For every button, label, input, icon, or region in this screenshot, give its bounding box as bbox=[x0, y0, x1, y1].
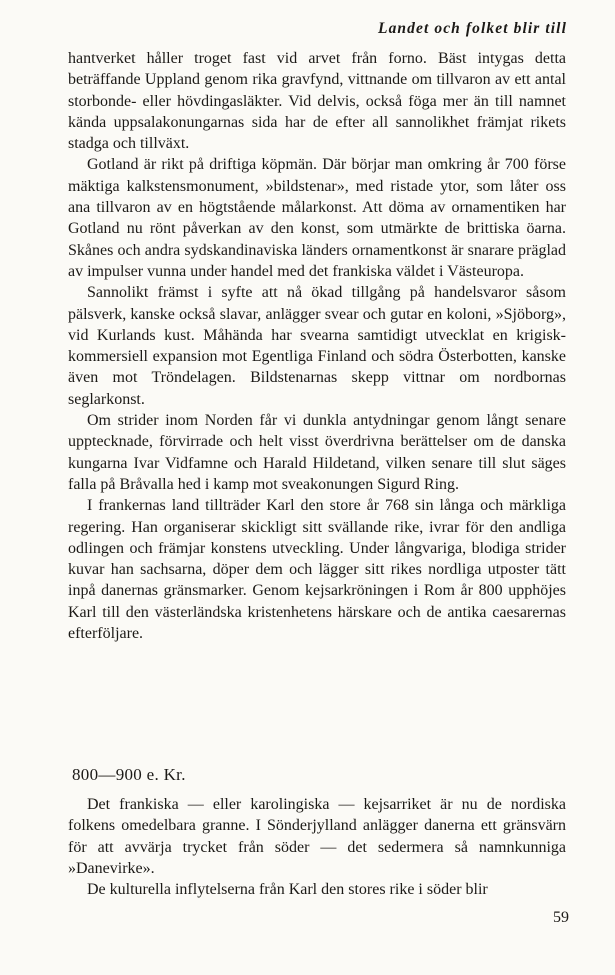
running-head: Landet och folket blir till bbox=[378, 20, 567, 37]
paragraph: I frankernas land tillträder Karl den store år 768 sin långa och märkliga regering. Han organiserar skickligt sitt svällande rike, ivrar för den andliga odlingen och främjar konstens utveckling. Under långvariga, blodiga strider kuvar han sachsarna, döper dem och lägger sitt rikes nordliga utposter tätt inpå danernas gränsmarker. Genom kejsarkröningen i Rom år 800 upphöjes Karl till den västerländska kristenhetens härskare och de antika caesarernas efterföljare. bbox=[68, 497, 566, 643]
paragraph: Om strider inom Norden får vi dunkla antydningar genom långt senare upptecknade, förvirrade och helt visst överdrivna berättelser om de danska kungarna Ivar Vidfamne och Harald Hildetand, vilken senare till slut säges falla på Bråvalla hed i kamp mot sveakonungen Sigurd Ring. bbox=[68, 412, 566, 493]
main-text bbox=[68, 48, 566, 644]
paragraph: De kulturella inflytelserna från Karl den stores rike i söder blir bbox=[87, 881, 488, 899]
paragraph: hantverket håller troget fast vid arvet från forno. Bäst intygas detta beträffande Uppland genom rika gravfynd, vittnande om tillvaron av ett antal storbonde- eller hövdingasläkter. Vid delvis, också föga mer än till namnet kända uppsalakonungarnas sida har de efter all sannolikhet främjat rikets stadga och tillväxt. bbox=[68, 50, 566, 153]
section-text bbox=[68, 794, 566, 900]
paragraph: Det frankiska — eller karolingiska — kejsarriket är nu de nordiska folkens omedelbara granne. I Sönderjylland anlägger danerna ett gränsvärn för att avvärja trycket från söder — det sedermera så namnkunniga »Danevirke». bbox=[68, 796, 566, 877]
page-number: 59 bbox=[553, 909, 569, 926]
section-heading: 800—900 e. Kr. bbox=[72, 765, 186, 784]
paragraph: Sannolikt främst i syfte att nå ökad tillgång på handelsvaror såsom pälsverk, kanske också slavar, anlägger svear och gutar en koloni, »Sjöborg», vid Kurlands kust. Måhända har svearna samtidigt utvecklat en krigisk-kommersiell expansion mot Egentliga Finland och södra Österbotten, kanske även mot Tröndelagen. Bildstenarnas skepp vittnar om nordbornas seglarkonst. bbox=[68, 284, 566, 408]
paragraph: Gotland är rikt på driftiga köpmän. Där börjar man omkring år 700 förse mäktiga kalkstensmonument, »bildstenar», med ristade ytor, som låter oss ana tillvaron av en högtstående målarkonst. Att döma av ornamentiken har Gotland nu rönt påverkan av den konst, som utmärkte de brittiska öarna. Skånes och andra sydskandinaviska länders ornamentkonst är snarare präglad av impulser vunna under handel med det frankiska väldet i Västeuropa. bbox=[68, 156, 566, 280]
